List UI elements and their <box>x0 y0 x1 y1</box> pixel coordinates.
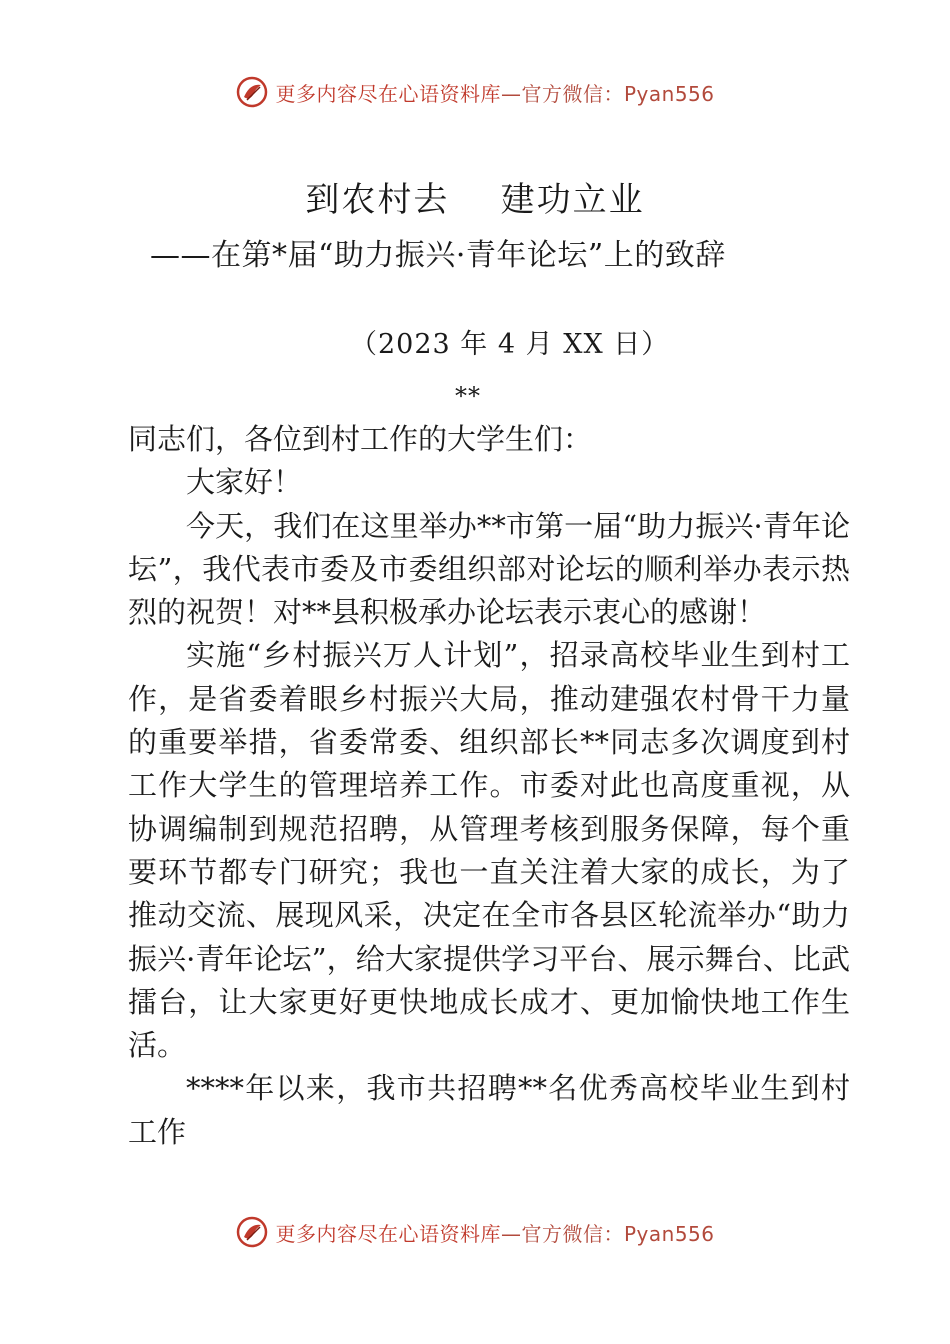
banner-text <box>275 1218 714 1247</box>
paragraph-greeting: 大家好！ <box>186 465 303 500</box>
document-body <box>128 418 850 1154</box>
document-date: （2023 年 4 月 XX 日） <box>350 329 670 360</box>
banner-text <box>275 78 714 107</box>
footer-banner <box>0 1212 950 1252</box>
document-title: 到农村去 建功立业 <box>305 180 645 220</box>
paragraph: 今天，我们在这里举办**市第一届“助力振兴·青年论坛”，我代表市委及市委组织部对论坛的顺利举办表示热烈的祝贺！对**县积极承办论坛表示衷心的感谢！ <box>128 508 850 630</box>
banner-wechat-label: 官方微信： <box>521 81 624 106</box>
brand-logo-icon <box>235 75 269 109</box>
banner-wechat-id: Pyan556 <box>623 1221 715 1246</box>
banner-separator: — <box>500 81 522 106</box>
paragraph: ****年以来，我市共招聘**名优秀高校毕业生到村工作 <box>128 1071 850 1149</box>
document-author: ** <box>455 382 481 410</box>
banner-main: 更多内容尽在心语资料库 <box>275 81 501 106</box>
banner-wechat-id: Pyan556 <box>623 81 715 106</box>
brand-logo-icon <box>235 1215 269 1249</box>
header-banner <box>0 72 950 112</box>
salutation: 同志们，各位到村工作的大学生们： <box>128 422 593 456</box>
paragraph: 实施“乡村振兴万人计划”，招录高校毕业生到村工作，是省委着眼乡村振兴大局，推动建强农村骨干力量的重要举措，省委常委、组织部长**同志多次调度到村工作大学生的管理培养工作。市委对此也高度重视，从协调编制到规范招聘，从管理考核到服务保障，每个重要环节都专门研究；我也一直关注着大家的成长，为了推动交流、展现风采，决定在全市各县区轮流举办“助力振兴·青年论坛”，给大家提供学习平台、展示舞台、比武擂台，让大家更好更快地成长成才、更加愉快地工作生活。 <box>128 638 850 1063</box>
banner-main: 更多内容尽在心语资料库 <box>275 1221 501 1246</box>
document-subtitle: ——在第*届“助力振兴·青年论坛”上的致辞 <box>150 238 726 273</box>
banner-wechat-label: 官方微信： <box>521 1221 624 1246</box>
banner-separator: — <box>500 1221 522 1246</box>
